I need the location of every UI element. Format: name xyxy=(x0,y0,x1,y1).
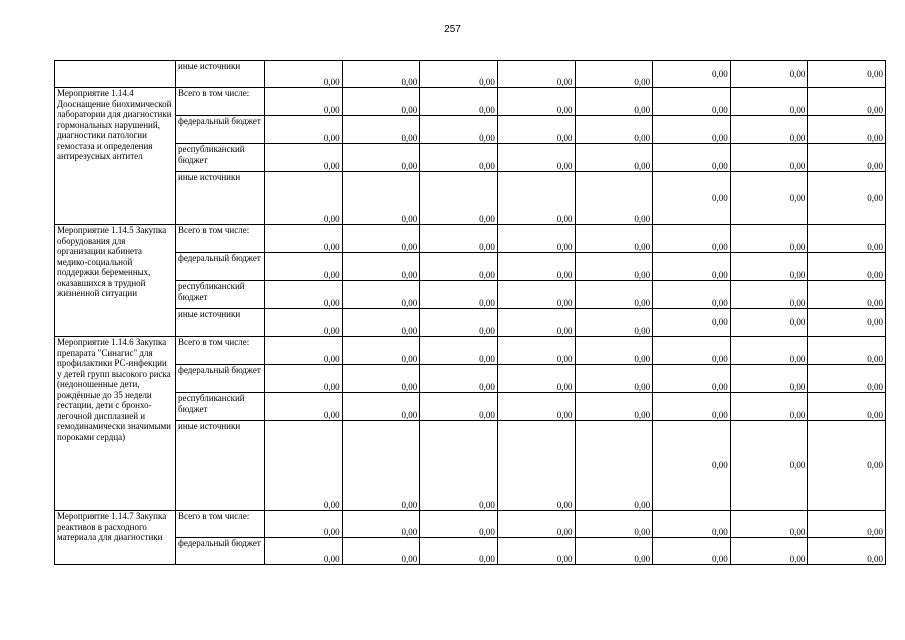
activity-cell-empty xyxy=(55,61,176,88)
source-cell: федеральный бюджет xyxy=(176,365,265,393)
budget-table xyxy=(54,60,886,565)
value-cell: 0,00 xyxy=(265,253,343,281)
value-cell: 0,00 xyxy=(265,116,343,144)
table-row xyxy=(55,144,886,172)
value-cell: 0,00 xyxy=(653,421,731,511)
value-cell: 0,00 xyxy=(497,511,575,538)
value-cell: 0,00 xyxy=(808,538,886,565)
value-cell: 0,00 xyxy=(653,172,731,225)
table-row xyxy=(55,88,886,116)
value-cell: 0,00 xyxy=(420,511,498,538)
value-cell: 0,00 xyxy=(420,253,498,281)
value-cell: 0,00 xyxy=(497,225,575,253)
table-row xyxy=(55,309,886,337)
value-cell: 0,00 xyxy=(808,281,886,309)
value-cell: 0,00 xyxy=(497,365,575,393)
value-cell: 0,00 xyxy=(730,337,808,365)
value-cell: 0,00 xyxy=(265,511,343,538)
value-cell: 0,00 xyxy=(653,88,731,116)
value-cell: 0,00 xyxy=(730,116,808,144)
value-cell: 0,00 xyxy=(265,61,343,88)
value-cell: 0,00 xyxy=(730,61,808,88)
value-cell: 0,00 xyxy=(497,309,575,337)
value-cell: 0,00 xyxy=(575,225,653,253)
value-cell: 0,00 xyxy=(730,253,808,281)
value-cell: 0,00 xyxy=(653,538,731,565)
value-cell: 0,00 xyxy=(265,337,343,365)
source-cell: иные источники xyxy=(176,172,265,225)
value-cell: 0,00 xyxy=(808,421,886,511)
value-cell: 0,00 xyxy=(342,253,420,281)
value-cell: 0,00 xyxy=(653,253,731,281)
value-cell: 0,00 xyxy=(420,337,498,365)
table-row xyxy=(55,253,886,281)
value-cell: 0,00 xyxy=(653,309,731,337)
value-cell: 0,00 xyxy=(265,309,343,337)
table-row xyxy=(55,365,886,393)
value-cell: 0,00 xyxy=(497,281,575,309)
value-cell: 0,00 xyxy=(497,61,575,88)
value-cell: 0,00 xyxy=(653,511,731,538)
value-cell: 0,00 xyxy=(265,365,343,393)
value-cell: 0,00 xyxy=(808,61,886,88)
value-cell: 0,00 xyxy=(653,61,731,88)
value-cell: 0,00 xyxy=(342,393,420,421)
source-cell: республиканский бюджет xyxy=(176,144,265,172)
value-cell: 0,00 xyxy=(342,61,420,88)
source-cell: иные источники xyxy=(176,309,265,337)
value-cell: 0,00 xyxy=(575,511,653,538)
value-cell: 0,00 xyxy=(808,144,886,172)
value-cell: 0,00 xyxy=(342,511,420,538)
activity-cell: Мероприятие 1.14.5 Закупка оборудования для организации кабинета медико-социальной поддержки беременных, оказавшихся в трудной жизненной ситуации xyxy=(55,225,176,337)
activity-cell: Мероприятие 1.14.6 Закупка препарата "Синагис" для профилактики РС-инфекции у детей групп высокого риска (недоношенные дети, рождённые до 35 недели гестации, дети с бронхо-легочной дисплазией и гемодинамически значимыми пороками сердца) xyxy=(55,337,176,511)
value-cell: 0,00 xyxy=(497,172,575,225)
value-cell: 0,00 xyxy=(420,88,498,116)
value-cell: 0,00 xyxy=(808,253,886,281)
value-cell: 0,00 xyxy=(808,337,886,365)
table-row xyxy=(55,337,886,365)
value-cell: 0,00 xyxy=(420,225,498,253)
table-row xyxy=(55,116,886,144)
source-cell: федеральный бюджет xyxy=(176,538,265,565)
table-row xyxy=(55,393,886,421)
value-cell: 0,00 xyxy=(420,421,498,511)
value-cell: 0,00 xyxy=(265,88,343,116)
value-cell: 0,00 xyxy=(808,172,886,225)
value-cell: 0,00 xyxy=(420,309,498,337)
value-cell: 0,00 xyxy=(420,281,498,309)
value-cell: 0,00 xyxy=(265,421,343,511)
value-cell: 0,00 xyxy=(730,309,808,337)
value-cell: 0,00 xyxy=(730,421,808,511)
value-cell: 0,00 xyxy=(420,144,498,172)
value-cell: 0,00 xyxy=(730,88,808,116)
value-cell: 0,00 xyxy=(497,253,575,281)
value-cell: 0,00 xyxy=(265,281,343,309)
source-cell: республиканский бюджет xyxy=(176,393,265,421)
value-cell: 0,00 xyxy=(420,116,498,144)
value-cell: 0,00 xyxy=(808,88,886,116)
activity-cell: Мероприятие 1.14.4 Дооснащение биохимической лаборатории для диагностики гормональных нарушений, диагностики патологии гемостаза и определения антирезусных антител xyxy=(55,88,176,225)
value-cell: 0,00 xyxy=(730,538,808,565)
value-cell: 0,00 xyxy=(808,225,886,253)
value-cell: 0,00 xyxy=(342,538,420,565)
value-cell: 0,00 xyxy=(265,144,343,172)
table-row xyxy=(55,281,886,309)
value-cell: 0,00 xyxy=(342,144,420,172)
value-cell: 0,00 xyxy=(497,88,575,116)
value-cell: 0,00 xyxy=(808,393,886,421)
value-cell: 0,00 xyxy=(497,421,575,511)
value-cell: 0,00 xyxy=(420,61,498,88)
source-cell: Всего в том числе: xyxy=(176,337,265,365)
value-cell: 0,00 xyxy=(653,365,731,393)
value-cell: 0,00 xyxy=(653,281,731,309)
value-cell: 0,00 xyxy=(575,116,653,144)
value-cell: 0,00 xyxy=(575,365,653,393)
source-cell: иные источники xyxy=(176,61,265,88)
value-cell: 0,00 xyxy=(730,393,808,421)
value-cell: 0,00 xyxy=(730,172,808,225)
value-cell: 0,00 xyxy=(653,225,731,253)
value-cell: 0,00 xyxy=(342,365,420,393)
value-cell: 0,00 xyxy=(342,88,420,116)
value-cell: 0,00 xyxy=(420,172,498,225)
value-cell: 0,00 xyxy=(342,281,420,309)
value-cell: 0,00 xyxy=(420,365,498,393)
table-row xyxy=(55,225,886,253)
value-cell: 0,00 xyxy=(653,116,731,144)
value-cell: 0,00 xyxy=(730,365,808,393)
value-cell: 0,00 xyxy=(265,538,343,565)
value-cell: 0,00 xyxy=(420,538,498,565)
value-cell: 0,00 xyxy=(575,144,653,172)
value-cell: 0,00 xyxy=(808,365,886,393)
value-cell: 0,00 xyxy=(497,538,575,565)
value-cell: 0,00 xyxy=(653,337,731,365)
value-cell: 0,00 xyxy=(342,309,420,337)
value-cell: 0,00 xyxy=(653,144,731,172)
value-cell: 0,00 xyxy=(342,421,420,511)
value-cell: 0,00 xyxy=(653,393,731,421)
source-cell: Всего в том числе: xyxy=(176,511,265,538)
value-cell: 0,00 xyxy=(808,309,886,337)
value-cell: 0,00 xyxy=(497,116,575,144)
value-cell: 0,00 xyxy=(420,393,498,421)
value-cell: 0,00 xyxy=(730,281,808,309)
table-row xyxy=(55,172,886,225)
value-cell: 0,00 xyxy=(730,225,808,253)
value-cell: 0,00 xyxy=(497,144,575,172)
value-cell: 0,00 xyxy=(575,538,653,565)
value-cell: 0,00 xyxy=(497,393,575,421)
value-cell: 0,00 xyxy=(342,337,420,365)
value-cell: 0,00 xyxy=(575,421,653,511)
value-cell: 0,00 xyxy=(265,172,343,225)
source-cell: Всего в том числе: xyxy=(176,88,265,116)
page-number: 257 xyxy=(444,24,461,35)
value-cell: 0,00 xyxy=(575,61,653,88)
value-cell: 0,00 xyxy=(575,393,653,421)
value-cell: 0,00 xyxy=(575,253,653,281)
value-cell: 0,00 xyxy=(808,116,886,144)
source-cell: федеральный бюджет xyxy=(176,253,265,281)
source-cell: иные источники xyxy=(176,421,265,511)
value-cell: 0,00 xyxy=(265,225,343,253)
value-cell: 0,00 xyxy=(342,225,420,253)
table-row xyxy=(55,61,886,88)
value-cell: 0,00 xyxy=(808,511,886,538)
value-cell: 0,00 xyxy=(730,144,808,172)
value-cell: 0,00 xyxy=(342,116,420,144)
value-cell: 0,00 xyxy=(342,172,420,225)
value-cell: 0,00 xyxy=(575,281,653,309)
table-row xyxy=(55,421,886,511)
table-row xyxy=(55,511,886,538)
activity-cell: Мероприятие 1.14.7 Закупка реактивов в расходного материала для диагностики xyxy=(55,511,176,565)
value-cell: 0,00 xyxy=(497,337,575,365)
source-cell: федеральный бюджет xyxy=(176,116,265,144)
value-cell: 0,00 xyxy=(730,511,808,538)
value-cell: 0,00 xyxy=(575,337,653,365)
value-cell: 0,00 xyxy=(575,309,653,337)
table-row xyxy=(55,538,886,565)
value-cell: 0,00 xyxy=(265,393,343,421)
value-cell: 0,00 xyxy=(575,172,653,225)
source-cell: Всего в том числе: xyxy=(176,225,265,253)
value-cell: 0,00 xyxy=(575,88,653,116)
source-cell: республиканский бюджет xyxy=(176,281,265,309)
